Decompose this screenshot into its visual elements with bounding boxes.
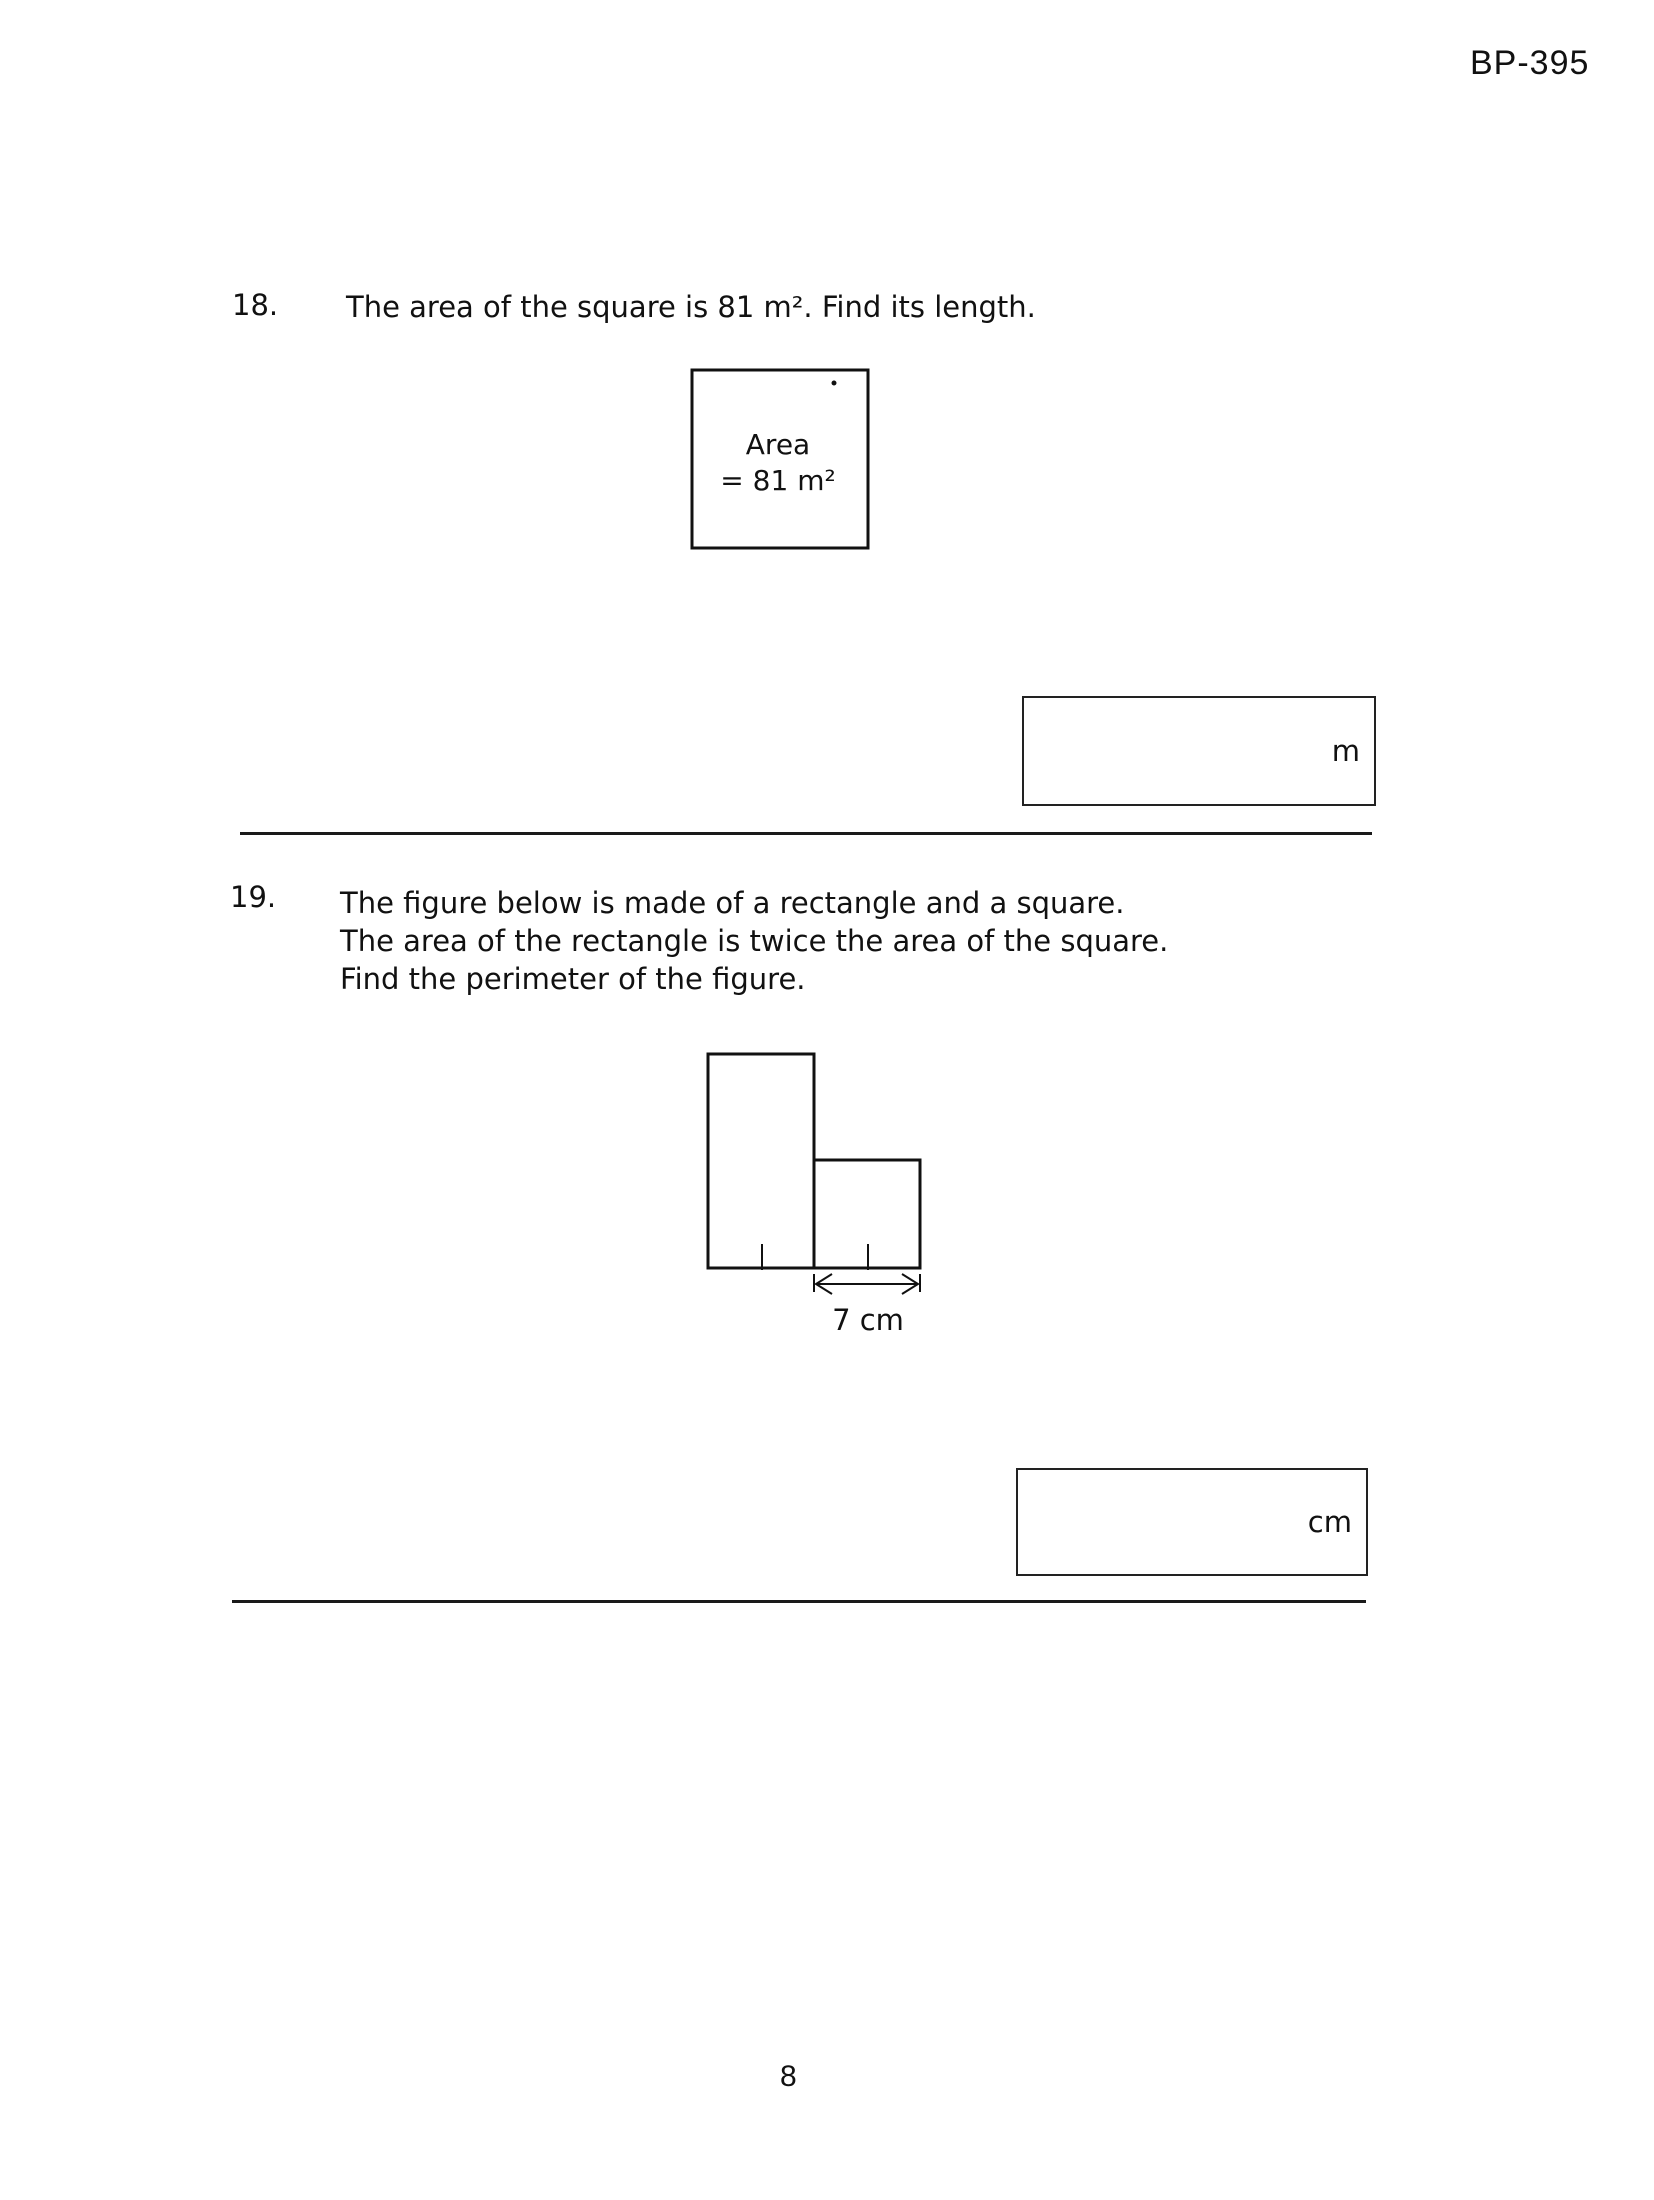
question-19-line-1: The figure below is made of a rectangle and a square. — [340, 886, 1125, 920]
question-19-number: 19. — [230, 880, 277, 914]
square-area-label: Area — [745, 428, 811, 461]
question-18-number: 18. — [232, 288, 279, 322]
corner-dot — [832, 381, 837, 386]
divider-2 — [232, 1600, 1366, 1603]
rectangle-shape — [708, 1054, 814, 1268]
document-code: BP-395 — [1470, 44, 1590, 82]
composite-figure — [700, 1048, 940, 1338]
question-19-text — [340, 884, 1240, 998]
question-19-line-2: The area of the rectangle is twice the area of the square. — [340, 924, 1169, 958]
divider-1 — [240, 832, 1372, 835]
square-area-value: = 81 m² — [720, 464, 836, 497]
answer-box-18[interactable] — [1022, 696, 1376, 806]
question-19-line-3: Find the perimeter of the figure. — [340, 962, 806, 996]
answer-unit-18: m — [1331, 734, 1360, 768]
question-18-text: The area of the square is 81 m². Find its length. — [346, 290, 1036, 324]
dimension-label: 7 cm — [832, 1303, 904, 1337]
page-number: 8 — [780, 2060, 797, 2093]
square-figure — [690, 368, 872, 552]
answer-box-19[interactable] — [1016, 1468, 1368, 1576]
answer-unit-19: cm — [1307, 1505, 1352, 1539]
